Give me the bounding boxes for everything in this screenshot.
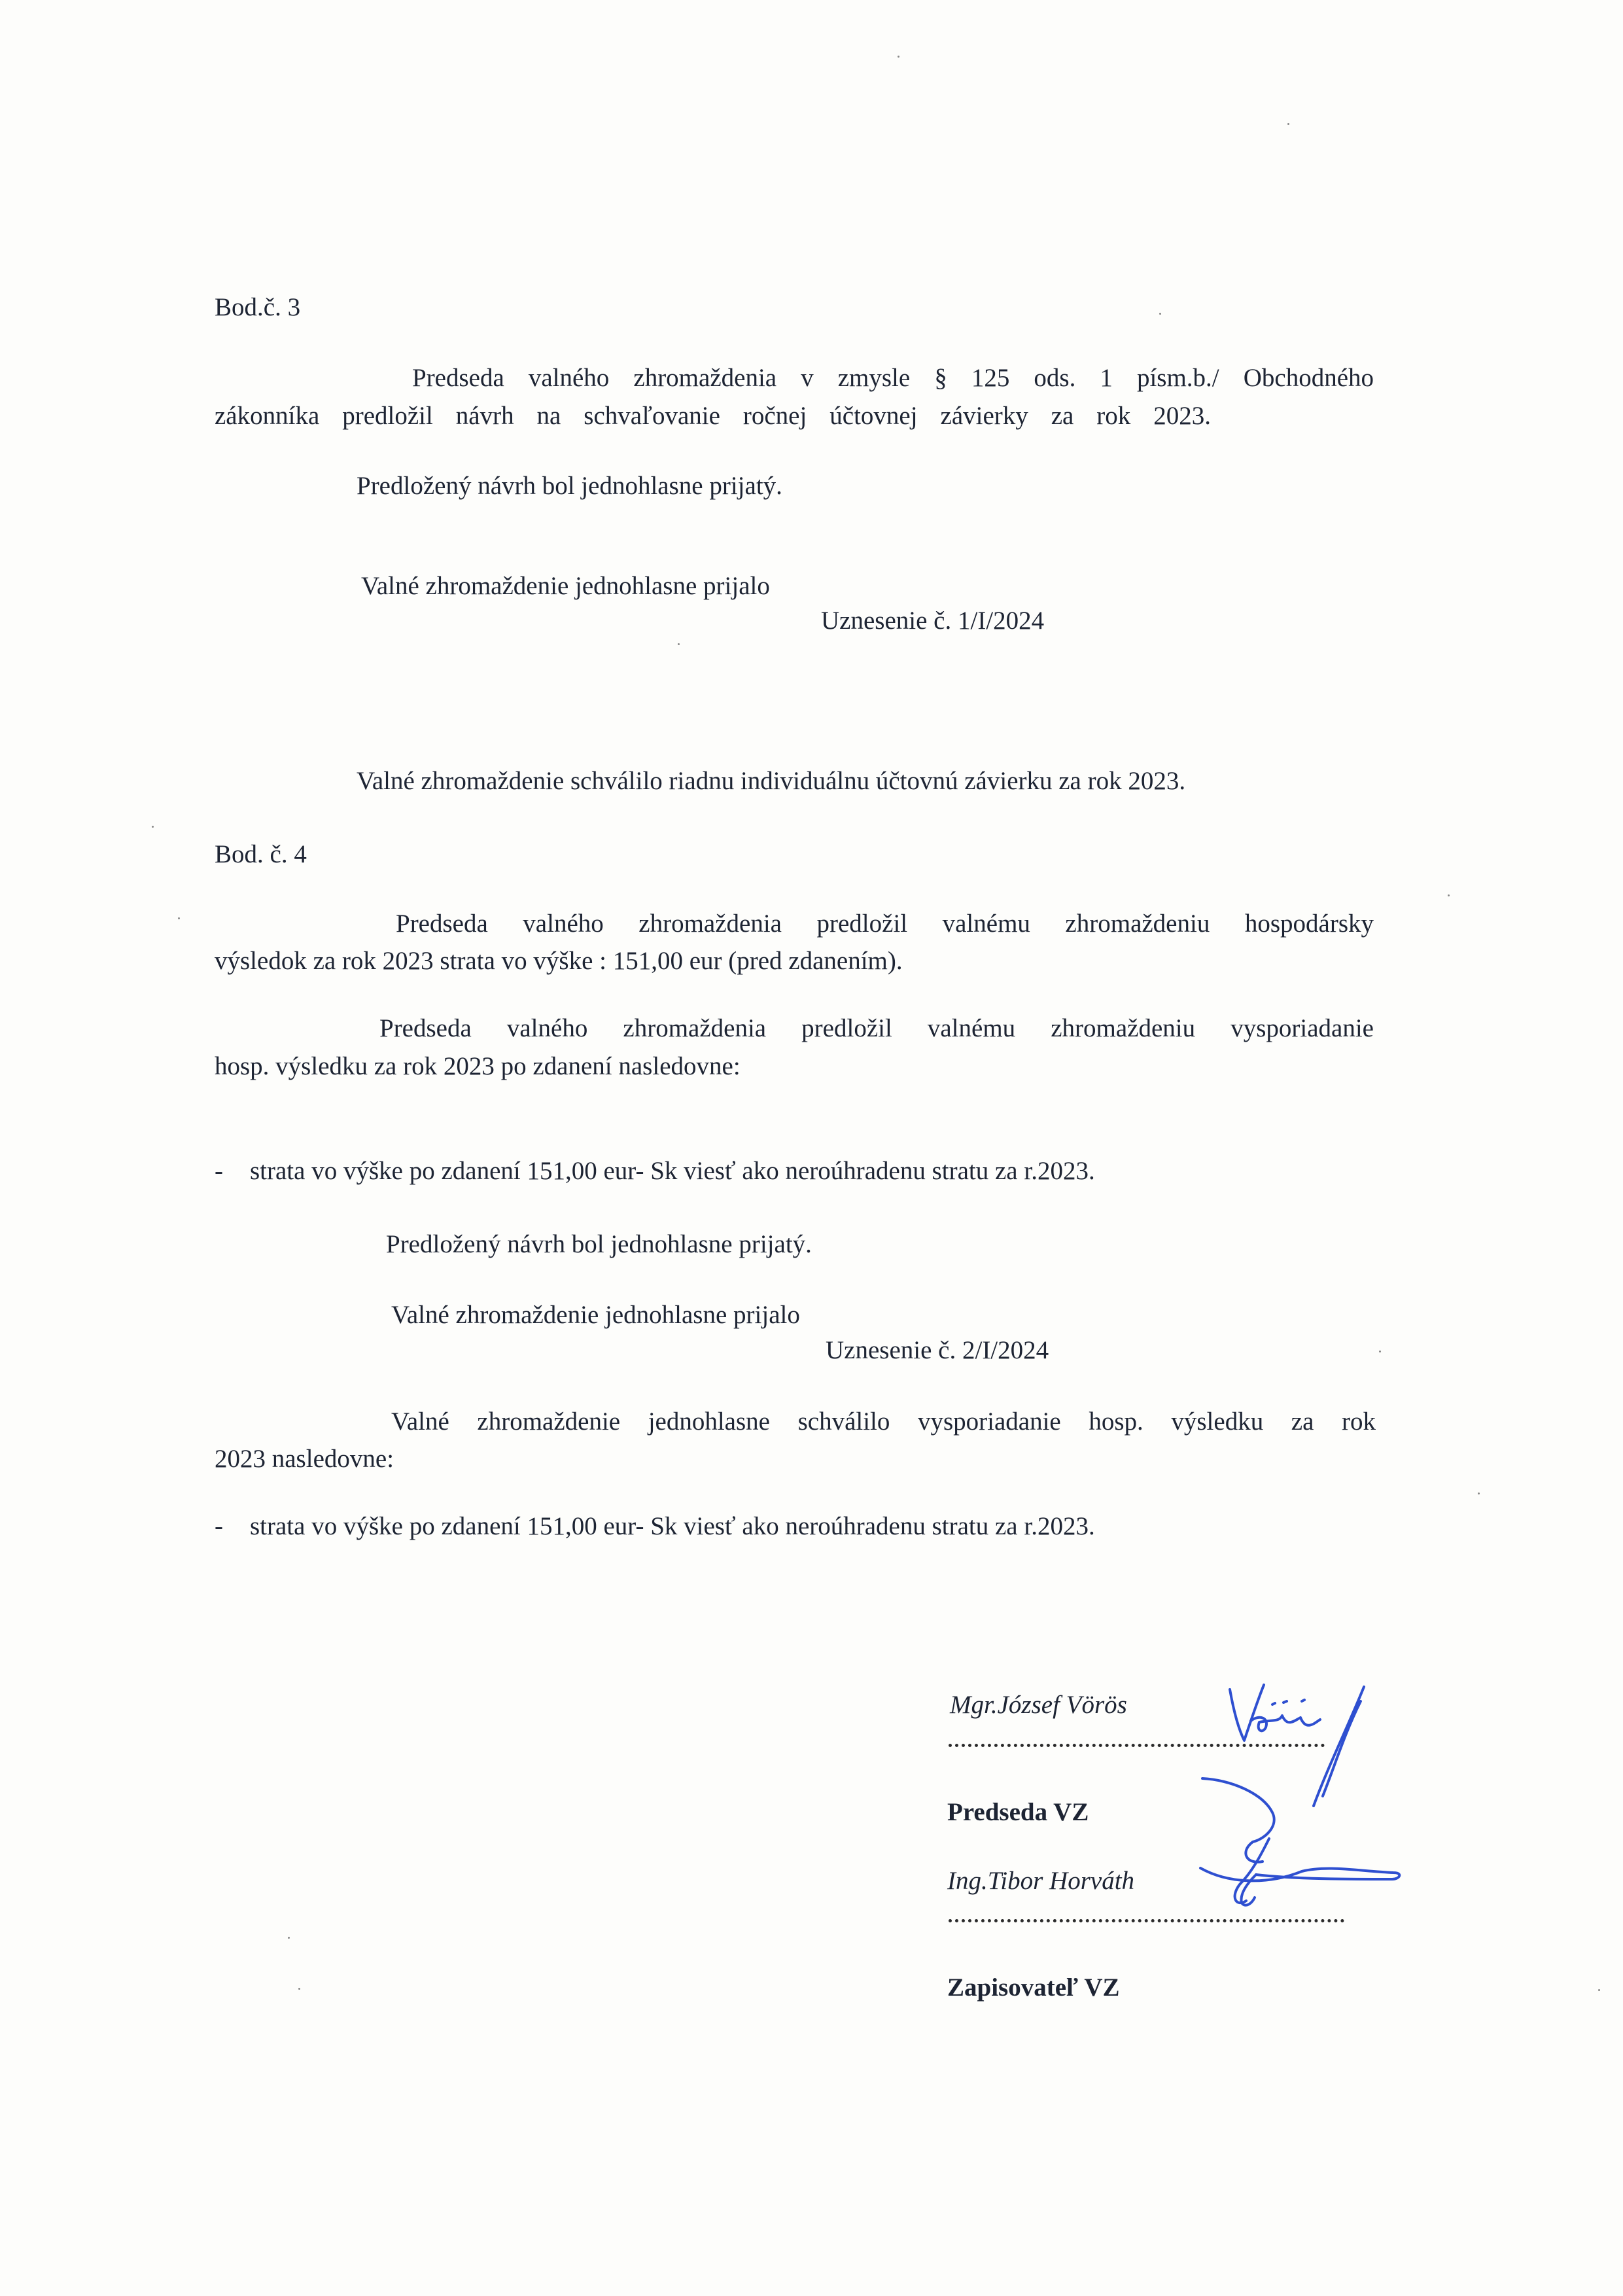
chair-name: Mgr.József Vörös <box>950 1691 1127 1719</box>
recorder-role: Zapisovateľ VZ <box>947 1973 1120 2002</box>
scan-speck <box>152 826 154 828</box>
scan-speck <box>898 56 899 58</box>
chair-signature-stroke-oros <box>1251 1716 1320 1731</box>
bod4-heading: Bod. č. 4 <box>215 840 307 868</box>
bod4-resolution: Uznesenie č. 2/I/2024 <box>826 1336 1049 1364</box>
scan-speck <box>178 917 180 919</box>
recorder-signature-sweep <box>1200 1868 1399 1881</box>
bod4-bullet2-marker: - <box>215 1512 223 1540</box>
bod4-accepted: Predložený návrh bol jednohlasne prijatý. <box>386 1230 812 1258</box>
recorder-signature-cross <box>1235 1839 1269 1903</box>
scan-speck <box>1159 313 1161 315</box>
bod4-bullet1: strata vo výške po zdanení 151,00 eur- Sk viesť ako neroúhradenu stratu za r.2023. <box>250 1157 1095 1185</box>
chair-role: Predseda VZ <box>947 1798 1089 1826</box>
chair-signature-slash <box>1314 1687 1364 1806</box>
chair-signature-slash2 <box>1323 1701 1361 1796</box>
chair-signature-stroke-v <box>1230 1685 1264 1740</box>
bod3-approved: Valné zhromaždenie schválilo riadnu individuálnu účtovnú závierku za rok 2023. <box>357 767 1186 795</box>
bod3-heading: Bod.č. 3 <box>215 293 301 321</box>
scan-speck <box>1287 123 1289 125</box>
bod4-assembly-adopted: Valné zhromaždenie jednohlasne prijalo <box>391 1301 800 1329</box>
bod4-para2-line2: hosp. výsledku za rok 2023 po zdanení nasledovne: <box>215 1052 741 1080</box>
scan-speck <box>288 1937 290 1939</box>
bod4-para1-line1: Predseda valného zhromaždenia predložil valnému zhromaždeniu hospodársky <box>396 910 1374 938</box>
bod4-bullet1-marker: - <box>215 1157 223 1185</box>
bod4-para2-line1: Predseda valného zhromaždenia predložil valnému zhromaždeniu vysporiadanie <box>379 1014 1374 1042</box>
bod3-assembly-adopted: Valné zhromaždenie jednohlasne prijalo <box>361 572 770 600</box>
bod3-para1-line1: Predseda valného zhromaždenia v zmysle § 125 ods. 1 písm.b./ Obchodného <box>412 364 1374 392</box>
recorder-name: Ing.Tibor Horváth <box>947 1867 1135 1895</box>
bod3-para1-line2: zákonníka predložil návrh na schvaľovanie ročnej účtovnej závierky za rok 2023. <box>215 402 1211 430</box>
bod3-accepted: Predložený návrh bol jednohlasne prijatý. <box>357 472 782 500</box>
scan-speck <box>1598 1989 1600 1991</box>
scan-speck <box>678 643 680 645</box>
scan-speck <box>1448 894 1450 896</box>
chair-signature-dots <box>1272 1700 1304 1704</box>
bod4-approved-line1: Valné zhromaždenie jednohlasne schválilo vysporiadanie hosp. výsledku za rok <box>391 1407 1376 1436</box>
scan-speck <box>298 1988 300 1990</box>
bod3-resolution: Uznesenie č. 1/I/2024 <box>821 607 1045 635</box>
scan-speck <box>1379 1351 1381 1352</box>
bod4-bullet2: strata vo výške po zdanení 151,00 eur- Sk viesť ako neroúhradenu stratu za r.2023. <box>250 1512 1095 1540</box>
bod4-approved-line2: 2023 nasledovne: <box>215 1445 394 1473</box>
bod4-para1-line2: výsledok za rok 2023 strata vo výške : 151,00 eur (pred zdanením). <box>215 947 903 975</box>
scan-speck <box>1478 1492 1480 1494</box>
